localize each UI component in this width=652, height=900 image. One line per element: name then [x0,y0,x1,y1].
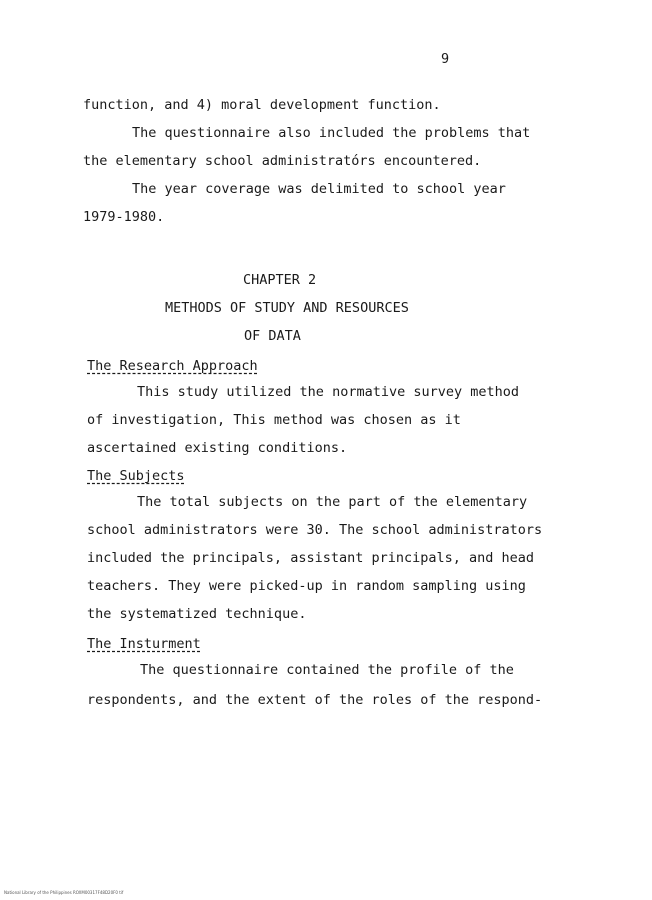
subjects-line-5: the systematized technique. [87,606,307,622]
scan-footer: National Library of the Philippines ROXM00317F48D20F0 tif [4,890,124,895]
subjects-line-3: included the principals, assistant principals, and head [87,550,535,566]
intro-line-4: The year coverage was delimited to school year [132,181,506,197]
instrument-line-1: The questionnaire contained the profile of the [140,662,514,678]
instrument-line-2: respondents, and the extent of the roles of the respond- [87,692,543,708]
subjects-line-4: teachers. They were picked-up in random sampling using [87,578,526,594]
intro-line-5: 1979-1980. [83,209,165,225]
chapter-label: CHAPTER 2 [243,272,317,288]
research-approach-line-1: This study utilized the normative survey method [137,384,520,400]
research-approach-heading: The Research Approach [87,358,258,374]
chapter-title-line-1: METHODS OF STUDY AND RESOURCES [165,300,409,316]
intro-line-1: function, and 4) moral development function. [83,97,441,113]
subjects-heading: The Subjects [87,468,185,484]
research-approach-line-2: of investigation, This method was chosen as it [87,412,461,428]
intro-line-2: The questionnaire also included the problems that [132,125,531,141]
instrument-heading: The Insturment [87,636,201,652]
research-approach-line-3: ascertained existing conditions. [87,440,348,456]
page-number: 9 [441,51,450,67]
intro-line-3: the elementary school administratórs encountered. [83,153,482,169]
subjects-line-2: school administrators were 30. The school administrators [87,522,543,538]
subjects-line-1: The total subjects on the part of the elementary [137,494,528,510]
chapter-title-line-2: OF DATA [244,328,301,344]
